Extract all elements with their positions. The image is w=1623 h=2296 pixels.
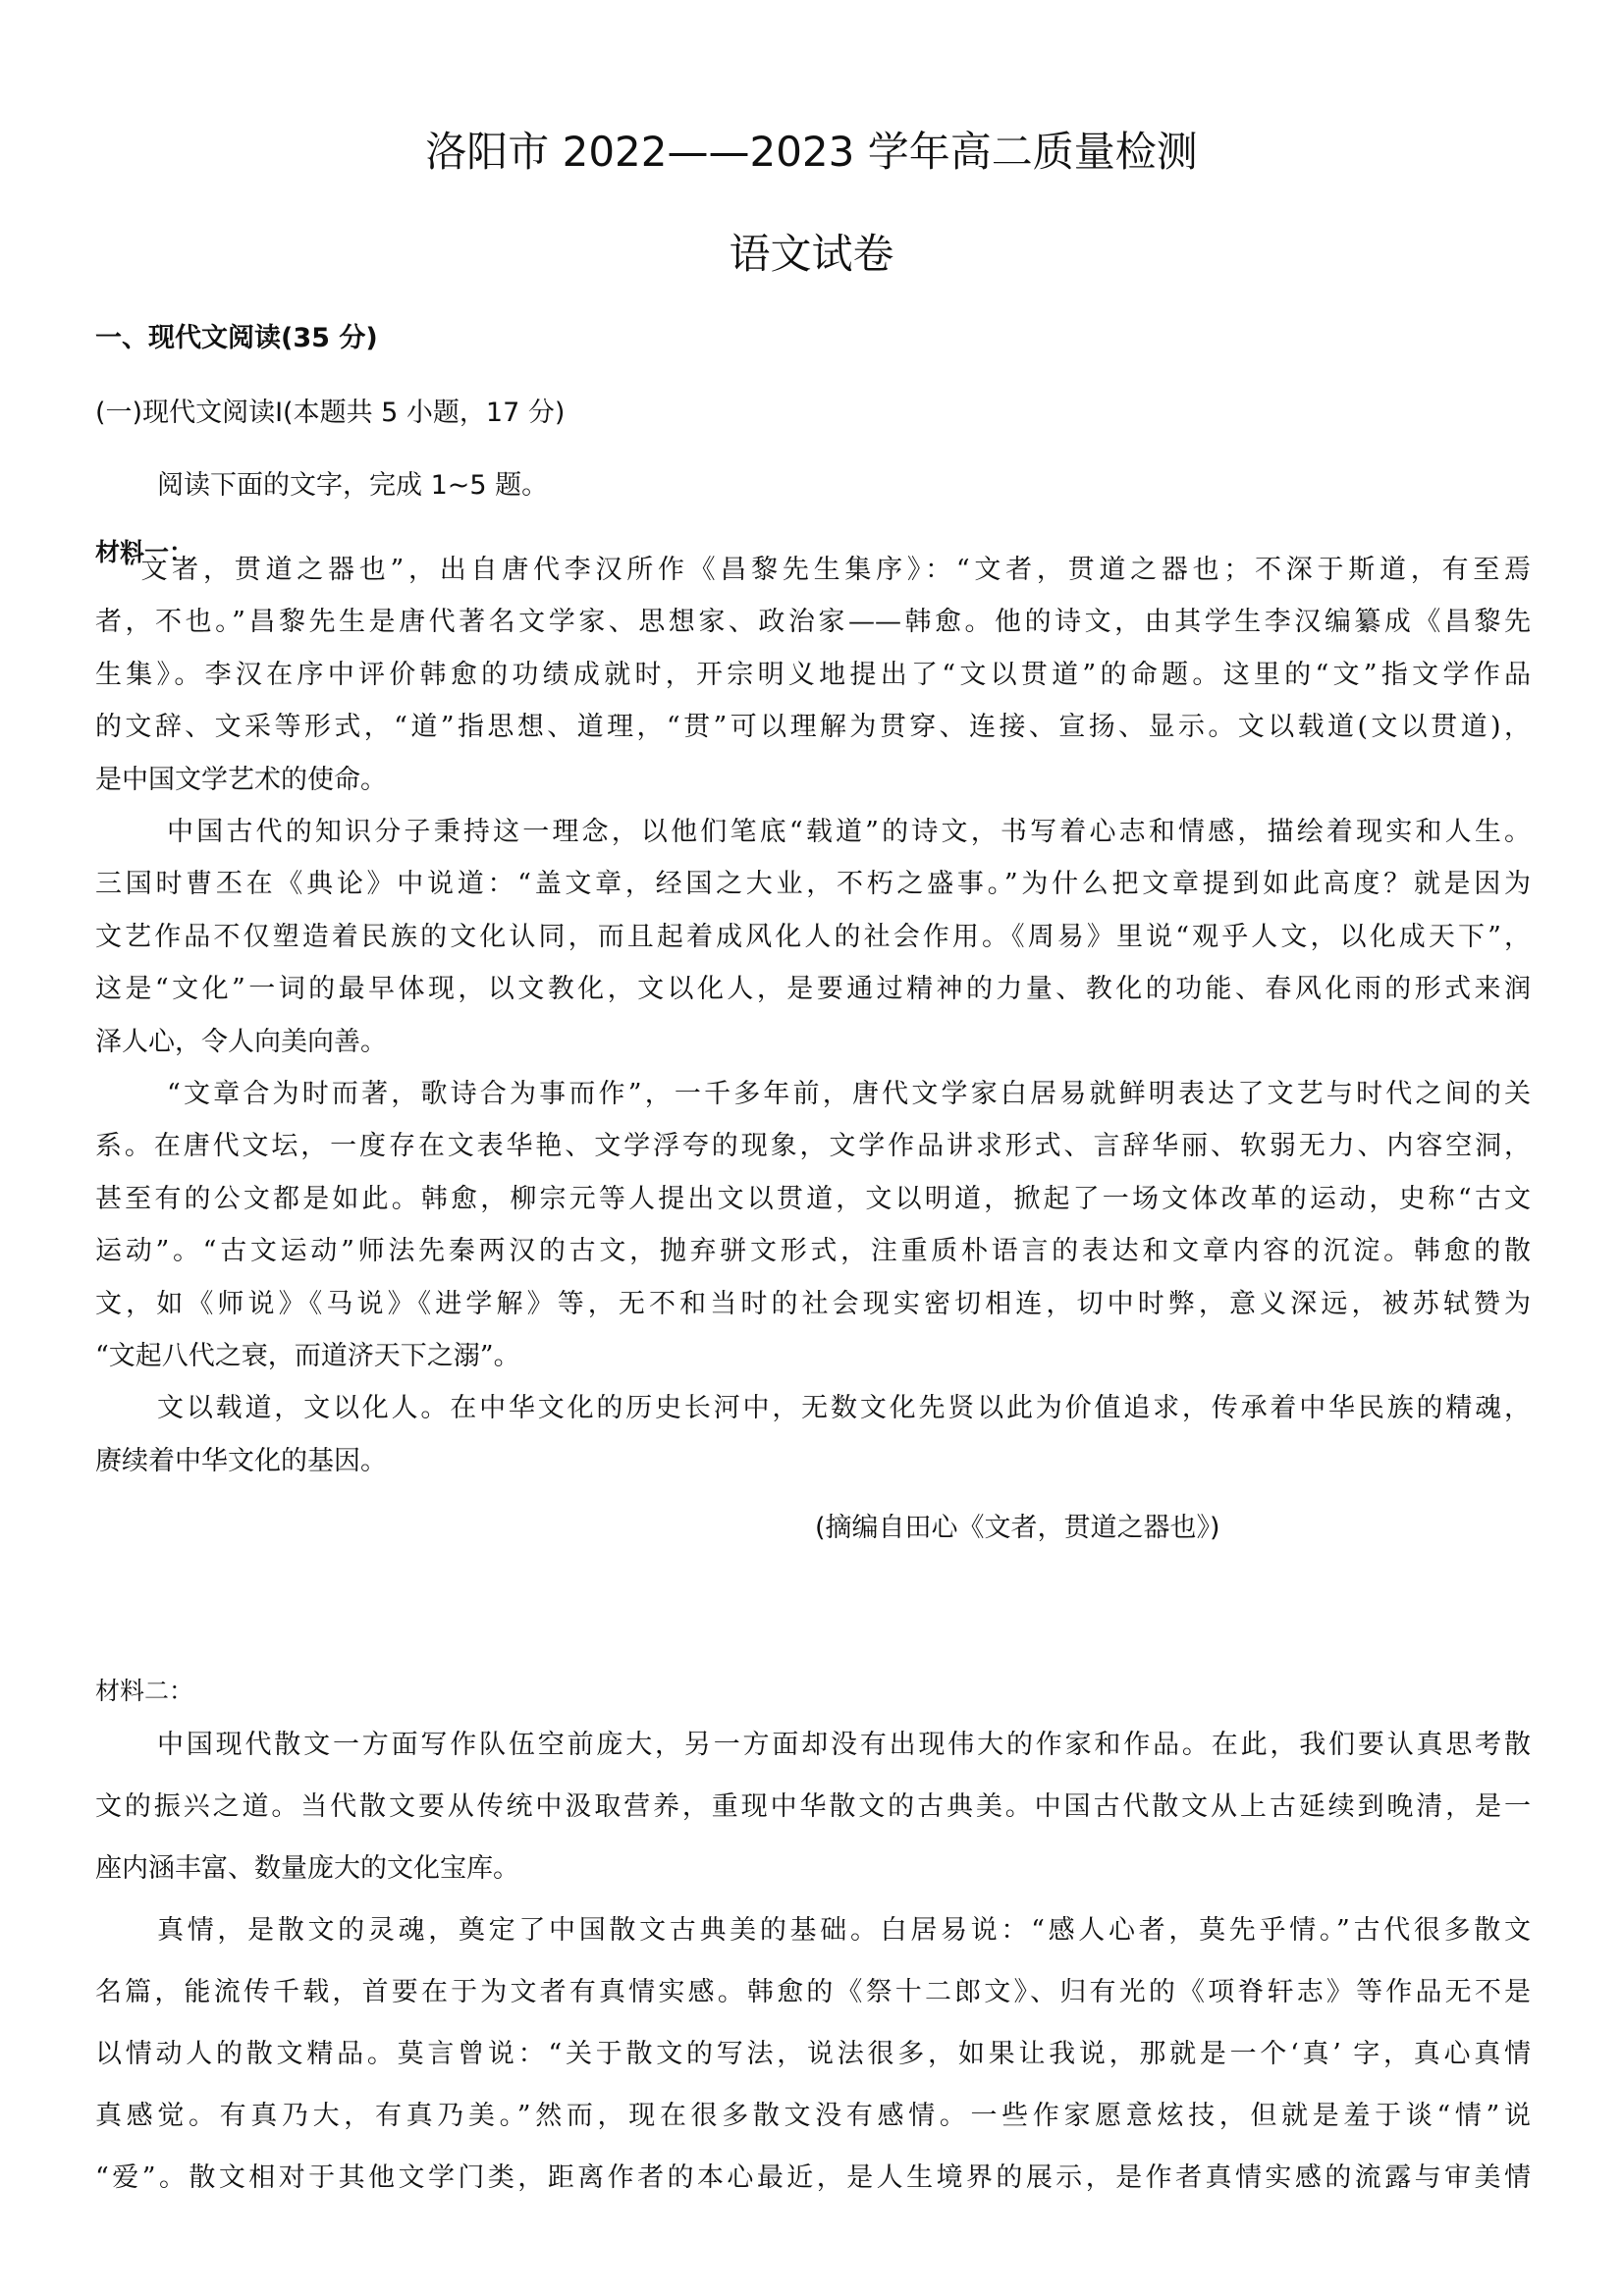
reading-instruction: 阅读下面的文字，完成 1~5 题。 — [157, 470, 549, 501]
paragraph-line: 泽人心，令人向美向善。 — [95, 1027, 387, 1057]
paragraph-line: 名篇，能流传千载，首要在于为文者有真情实感。韩愈的《祭十二郎文》、归有光的《项脊轩志》等作品无不是 — [95, 1977, 1531, 2007]
paragraph-line: 甚至有的公文都是如此。韩愈，柳宗元等人提出文以贯道，文以明道，掀起了一场文体改革的运动，史称“古文 — [95, 1184, 1531, 1214]
paragraph-line: 中国古代的知识分子秉持这一理念，以他们笔底“载道”的诗文，书写着心志和情感，描绘着现实和人生。 — [167, 817, 1531, 847]
paragraph-line: 这是“文化”一词的最早体现，以文教化，文以化人，是要通过精神的力量、教化的功能、春风化雨的形式来润 — [95, 974, 1531, 1004]
paragraph-line: 文，如《师说》《马说》《进学解》等，无不和当时的社会现实密切相连，切中时弊，意义深远，被苏轼赞为 — [95, 1289, 1531, 1319]
paragraph-line: 座内涵丰富、数量庞大的文化宝库。 — [95, 1853, 519, 1884]
material-one-label: 材料一： — [95, 538, 194, 566]
paragraph-line: 者，不也。”昌黎先生是唐代著名文学家、思想家、政治家——韩愈。他的诗文，由其学生李汉编纂成《昌黎先 — [95, 607, 1531, 637]
material-two-label: 材料二： — [95, 1677, 194, 1705]
paragraph-line: “爱”。散文相对于其他文学门类，距离作者的本心最近，是人生境界的展示，是作者真情实感的流露与审美情 — [95, 2163, 1531, 2193]
exam-title: 洛阳市 2022——2023 学年高二质量检测 — [425, 128, 1198, 176]
paragraph-line: 真感觉。有真乃大，有真乃美。”然而，现在很多散文没有感情。一些作家愿意炫技，但就是羞于谈“情”说 — [95, 2101, 1531, 2131]
paragraph-line: 生集》。李汉在序中评价韩愈的功绩成就时，开宗明义地提出了“文以贯道”的命题。这里的“文”指文学作品 — [95, 660, 1531, 690]
paragraph-line: 系。在唐代文坛，一度存在文表华艳、文学浮夸的现象，文学作品讲求形式、言辞华丽、软弱无力、内容空洞， — [95, 1131, 1531, 1161]
paragraph-line: 文的振兴之道。当代散文要从传统中汲取营养，重现中华散文的古典美。中国古代散文从上古延续到晚清，是一 — [95, 1791, 1531, 1822]
paragraph-line: 的文辞、文采等形式，“道”指思想、道理，“贯”可以理解为贯穿、连接、宣扬、显示。文以载道(文以贯道)， — [95, 712, 1531, 742]
paragraph-line: 三国时曹丕在《典论》中说道：“盖文章，经国之大业，不朽之盛事。”为什么把文章提到如此高度？就是因为 — [95, 869, 1531, 899]
paragraph-line: 真情，是散文的灵魂，奠定了中国散文古典美的基础。白居易说：“感人心者，莫先乎情。”古代很多散文 — [157, 1915, 1531, 1946]
paragraph-line: 文以载道，文以化人。在中华文化的历史长河中，无数文化先贤以此为价值追求，传承着中华民族的精魂， — [157, 1393, 1531, 1423]
paragraph-line: 运动”。“古文运动”师法先秦两汉的古文，抛弃骈文形式，注重质朴语言的表达和文章内容的沉淀。韩愈的散 — [95, 1236, 1531, 1266]
exam-subtitle: 语文试卷 — [729, 230, 894, 278]
paragraph-line: 以情动人的散文精品。莫言曾说：“关于散文的写法，说法很多，如果让我说，那就是一个‘真’ 字，真心真情 — [95, 2039, 1531, 2069]
sub-heading: (一)现代文阅读Ⅰ(本题共 5 小题，17 分) — [95, 398, 566, 428]
paragraph-line: “文者，贯道之器也”，出自唐代李汉所作《昌黎先生集序》：“文者，贯道之器也；不深于斯道，有至焉 — [123, 555, 1531, 585]
paragraph-line: 文艺作品不仅塑造着民族的文化认同，而且起着成风化人的社会作用。《周易》里说“观乎人文，以化成天下”， — [95, 922, 1531, 952]
paragraph-line: 是中国文学艺术的使命。 — [95, 765, 387, 795]
source-citation: (摘编自田心《文者，贯道之器也》) — [815, 1513, 1220, 1543]
paragraph-line: “文起八代之衰，而道济天下之溺”。 — [95, 1341, 520, 1371]
paragraph-line: 中国现代散文一方面写作队伍空前庞大，另一方面却没有出现伟大的作家和作品。在此，我们要认真思考散 — [157, 1730, 1531, 1760]
paragraph-line: “文章合为时而著，歌诗合为事而作”，一千多年前，唐代文学家白居易就鲜明表达了文艺与时代之间的关 — [167, 1079, 1531, 1109]
section-heading: 一、现代文阅读(35 分) — [95, 323, 378, 353]
paragraph-line: 赓续着中华文化的基因。 — [95, 1446, 387, 1476]
